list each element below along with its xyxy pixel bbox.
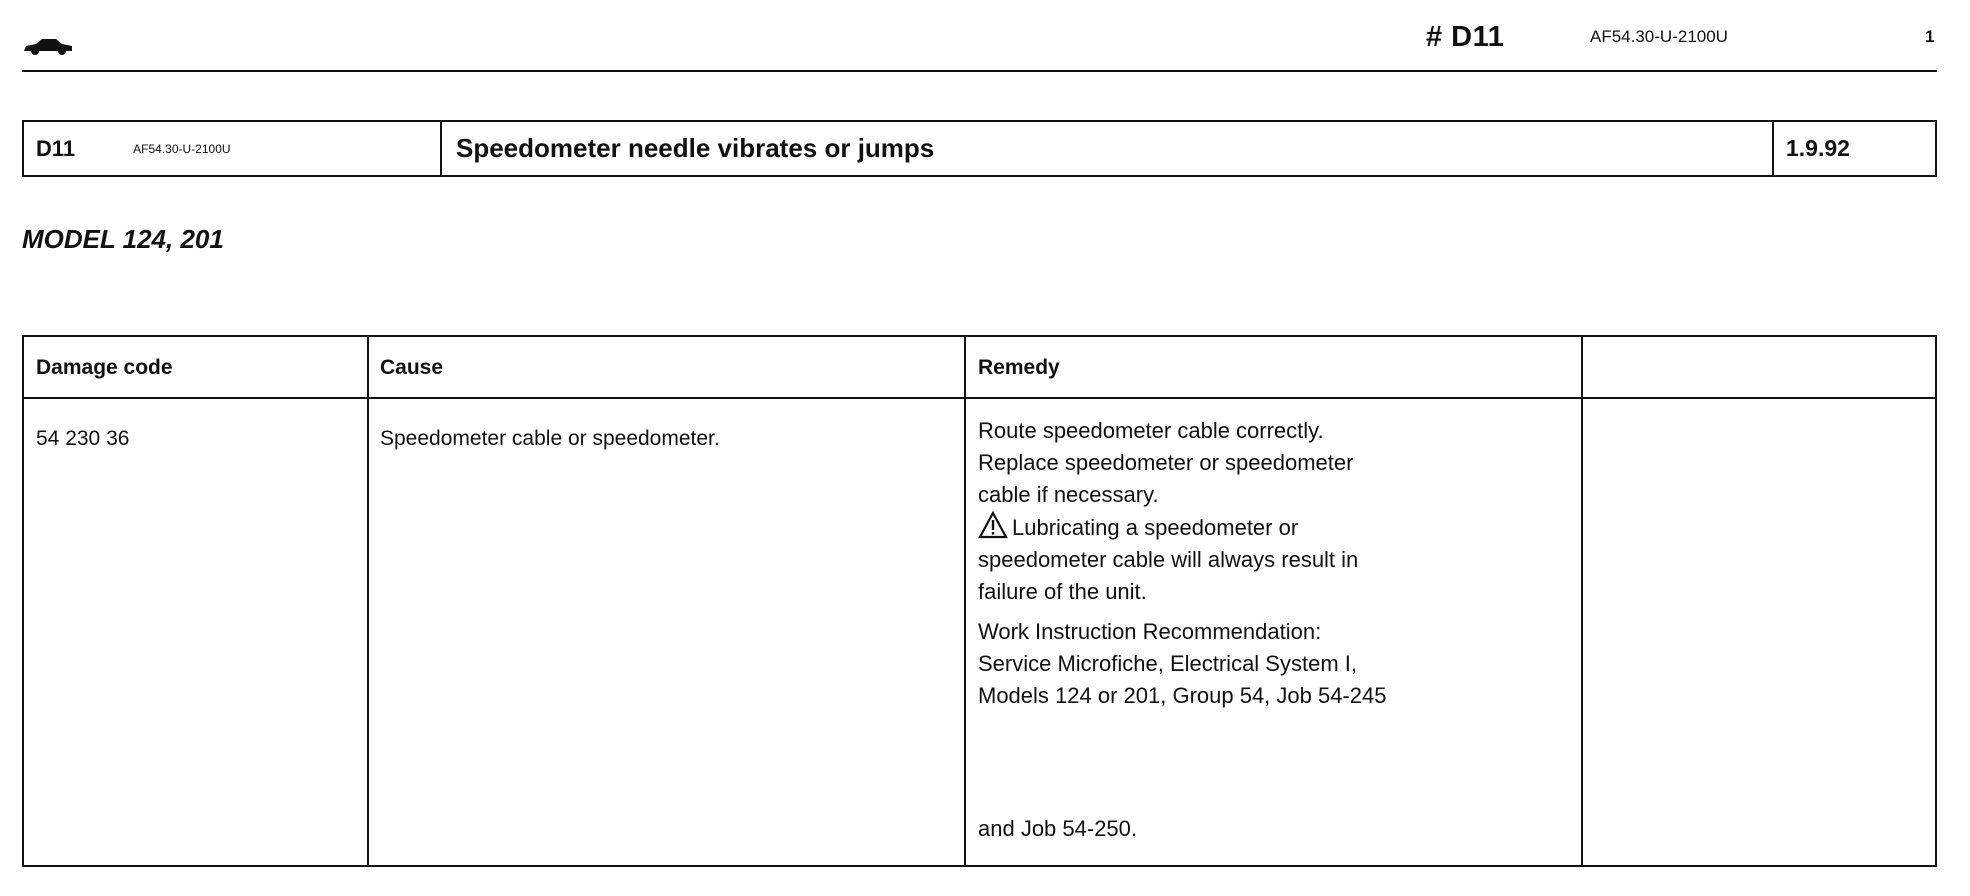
page-number: 1 [1925,27,1935,46]
damage-table [22,335,1937,867]
cause-value: Speedometer cable or speedometer. [380,427,720,450]
remedy-line: Route speedometer cable correctly. [978,418,1324,443]
remedy-line: Replace speedometer or speedometer [978,450,1354,475]
page-title: Speedometer needle vibrates or jumps [456,133,935,163]
document-code: AF54.30-U-2100U [1590,27,1728,46]
remedy-cell [978,415,1498,841]
work-line: and Job 54-250. [978,816,1138,841]
damage-code-value: 54 230 36 [36,427,130,450]
work-line: Models 124 or 201, Group 54, Job 54-245 [978,683,1387,708]
remedy-line: cable if necessary. [978,482,1159,507]
title-date: 1.9.92 [1772,122,1935,175]
table-column-divider [1581,337,1583,865]
model-label: MODEL 124, 201 [22,224,224,254]
header-divider [22,70,1937,72]
work-line: Service Microfiche, Electrical System I, [978,651,1357,676]
document-id: # D11 [1426,21,1505,53]
warning-line: Lubricating a speedometer or [1012,515,1299,540]
warning-line: speedometer cable will always result in [978,547,1359,572]
title-reference: AF54.30-U-2100U [133,141,231,156]
table-column-divider [964,337,966,865]
header-remedy: Remedy [978,356,1060,379]
title-code-cell [24,122,442,175]
table-header-divider [24,397,1935,399]
warning-triangle-icon [978,511,1008,539]
title-box [22,120,1937,177]
warning-line: failure of the unit. [978,579,1147,604]
remedy-instructions [978,415,1498,608]
work-line: Work Instruction Recommendation: [978,619,1322,644]
header-damage-code: Damage code [36,356,173,379]
title-code: D11 [36,135,76,161]
page-header [0,0,1970,72]
car-icon [22,36,74,56]
work-instruction [978,616,1498,712]
table-column-divider [367,337,369,865]
header-cause: Cause [380,356,444,379]
